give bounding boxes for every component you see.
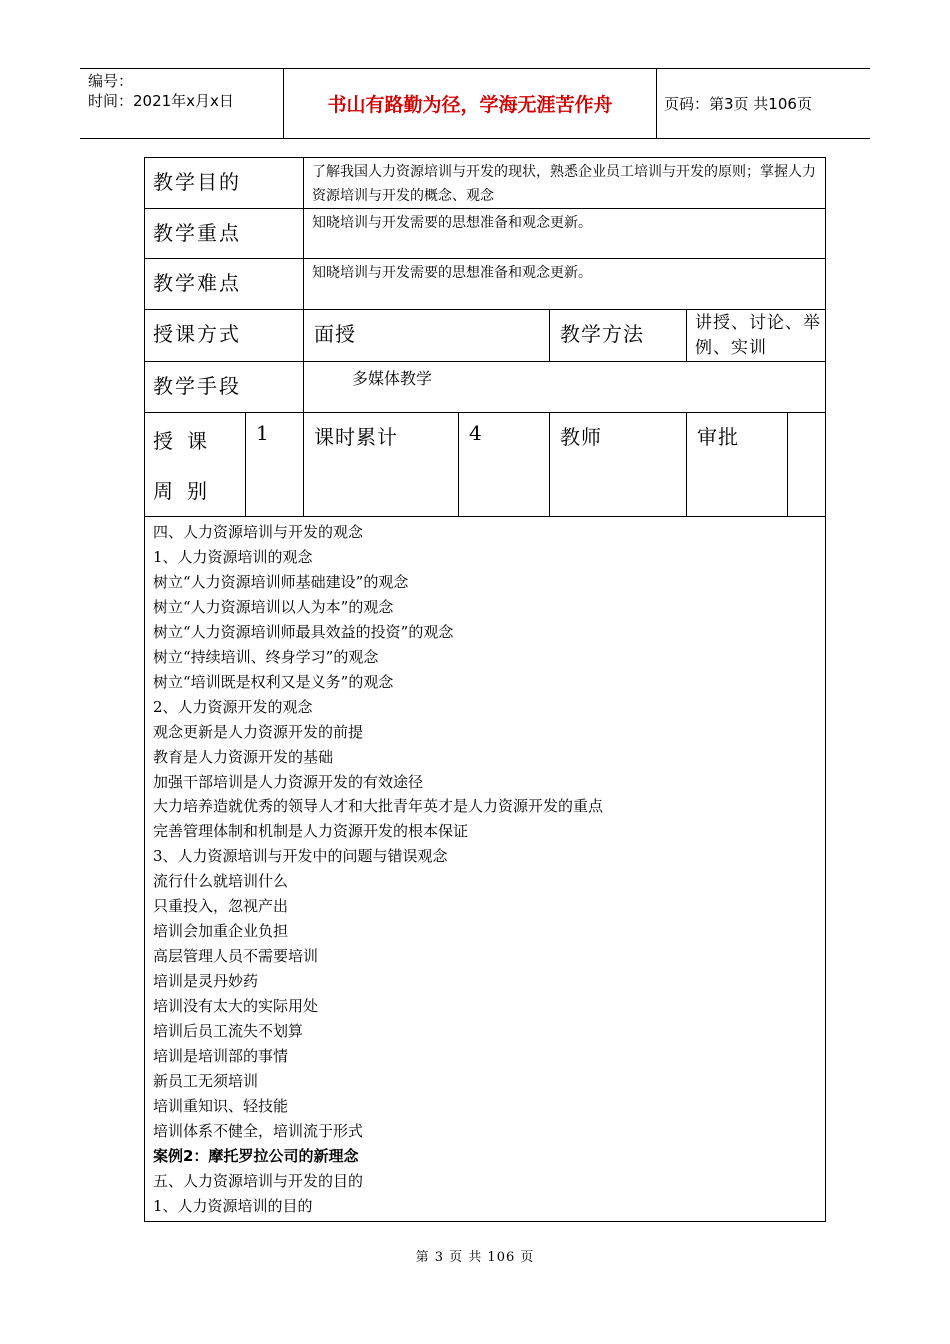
content-line: 培训没有太大的实际用处 [153, 997, 319, 1016]
objective-text: 了解我国人力资源培训与开发的现状，熟悉企业员工培训与开发的原则；掌握人力资源培训与开发的概念、观念 [304, 158, 826, 209]
content-line: 观念更新是人力资源开发的前提 [153, 722, 364, 741]
code-label: 编号： [88, 72, 134, 90]
difficulty-label: 教学难点 [145, 259, 304, 310]
means-value: 多媒体教学 [304, 362, 826, 413]
page-header [80, 68, 870, 139]
mode-value: 面授 [304, 310, 550, 362]
focus-row [145, 209, 826, 259]
mode-row [145, 310, 826, 362]
case-title: 案例2：摩托罗拉公司的新理念 [153, 1146, 359, 1165]
content-row [145, 517, 826, 1222]
means-label: 教学手段 [145, 362, 304, 413]
content-line: 大力培养造就优秀的领导人才和大批青年英才是人力资源开发的重点 [153, 797, 604, 816]
teacher-label: 教师 [550, 413, 687, 517]
header-page-info: 页码：第3页 共106页 [664, 95, 812, 113]
difficulty-text: 知晓培训与开发需要的思想准备和观念更新。 [304, 259, 826, 310]
content-line: 流行什么就培训什么 [153, 872, 289, 891]
content-line: 培训会加重企业负担 [153, 922, 289, 941]
week-label: 授课周别 [145, 413, 246, 517]
content-line: 1、人力资源培训的目的 [153, 1196, 313, 1215]
content-line: 五、人力资源培训与开发的目的 [153, 1171, 364, 1190]
method-value: 讲授、讨论、举例、实训 [687, 310, 826, 362]
content-line: 高层管理人员不需要培训 [153, 947, 319, 966]
content-line: 树立“人力资源培训师最具效益的投资”的观念 [153, 622, 454, 641]
method-label: 教学方法 [550, 310, 687, 362]
content-line: 培训后员工流失不划算 [153, 1022, 304, 1041]
time-label: 时间：2021年x月x日 [88, 92, 234, 110]
content-line: 树立“人力资源培训以人为本”的观念 [153, 597, 394, 616]
content-line: 四、人力资源培训与开发的观念 [153, 523, 364, 541]
content-line: 1、人力资源培训的观念 [153, 547, 313, 566]
content-line: 完善管理体制和机制是人力资源开发的根本保证 [153, 822, 469, 841]
hours-value: 4 [459, 413, 550, 517]
difficulty-row [145, 259, 826, 310]
content-line: 培训体系不健全，培训流于形式 [153, 1121, 364, 1140]
mode-label: 授课方式 [145, 310, 304, 362]
lesson-plan-table [144, 157, 826, 1222]
content-line: 培训是灵丹妙药 [153, 972, 259, 991]
content-line: 只重投入，忽视产出 [153, 897, 289, 916]
content-line: 3、人力资源培训与开发中的问题与错误观念 [153, 847, 448, 866]
means-row [145, 362, 826, 413]
content-line: 培训是培训部的事情 [153, 1047, 289, 1066]
hours-label: 课时累计 [304, 413, 459, 517]
week-value: 1 [246, 413, 304, 517]
focus-label: 教学重点 [145, 209, 304, 259]
content-body [145, 517, 826, 1222]
content-line: 加强干部培训是人力资源开发的有效途径 [153, 772, 424, 791]
objective-row [145, 158, 826, 209]
content-line: 教育是人力资源开发的基础 [153, 747, 334, 766]
content-line: 树立“持续培训、终身学习”的观念 [153, 647, 379, 666]
page-footer: 第 3 页 共 106 页 [415, 1250, 535, 1265]
content-line: 培训重知识、轻技能 [153, 1096, 289, 1115]
content-line: 2、人力资源开发的观念 [153, 697, 313, 716]
header-motto: 书山有路勤为径，学海无涯苦作舟 [283, 69, 657, 138]
header-meta [88, 71, 284, 111]
content-line: 新员工无须培训 [153, 1071, 259, 1090]
content-line: 树立“培训既是权利又是义务”的观念 [153, 672, 394, 691]
week-row [145, 413, 826, 517]
focus-text: 知晓培训与开发需要的思想准备和观念更新。 [304, 209, 826, 259]
approve-blank [788, 413, 826, 517]
objective-label: 教学目的 [145, 158, 304, 209]
content-line: 树立“人力资源培训师基础建设”的观念 [153, 572, 409, 591]
approve-label: 审批 [687, 413, 788, 517]
